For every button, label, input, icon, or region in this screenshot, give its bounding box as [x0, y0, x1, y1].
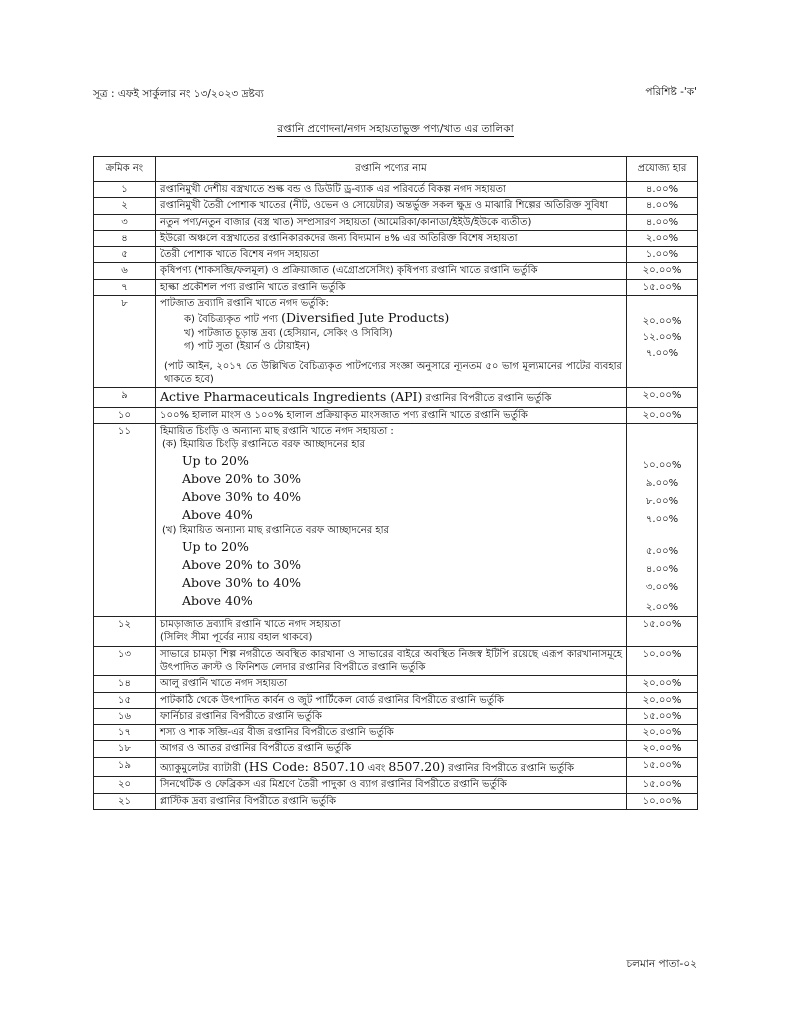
rate-cell: ২০.০০% [627, 741, 698, 757]
jute-item-a-en: (Diversified Jute Products) [281, 310, 450, 326]
serial-cell: ৪ [94, 230, 156, 246]
table-header-row [94, 157, 698, 182]
product-cell: রপ্তানিমুখী দেশীয় বস্ত্রখাতে শুল্ক বন্ড ও ডিউটি ড্র-ব্যাক এর পরিবর্তে বিকল্প নগদ সহায়তা [156, 182, 627, 198]
fish-heading: হিমায়িত চিংড়ি ও অন্যান্য মাছ রপ্তানি খাতে নগদ সহায়তা : [160, 426, 394, 438]
table-row [94, 646, 698, 676]
other-fish-subheading: (খ) হিমায়িত অন্যান্য মাছ রপ্তানিতে বরফ আচ্ছাদনের হার [162, 525, 390, 537]
product-cell [156, 424, 627, 617]
rate-cell: ১৫.০০% [627, 708, 698, 724]
product-cell: ১০০% হালাল মাংস ও ১০০% হালাল প্রক্রিয়াকৃত মাংসজাত পণ্য রপ্তানি খাতে রপ্তানি ভর্তুকি [156, 407, 627, 423]
battery-hs-code-2: 8507.20) [388, 758, 445, 774]
fish-rate: ৪.০০% [645, 564, 679, 576]
table-row [94, 725, 698, 741]
rate-cell: ২০.০০% [627, 407, 698, 423]
fish-rate: ৫.০০% [645, 546, 679, 558]
annex-label: পরিশিষ্ট -'ক' [645, 86, 697, 98]
table-row [94, 692, 698, 708]
serial-cell: ৫ [94, 247, 156, 263]
table-row-frozen-fish [94, 424, 698, 617]
fish-tier: Above 40% [182, 592, 253, 608]
product-cell [156, 617, 627, 647]
serial-cell: ১০ [94, 407, 156, 423]
leather-note: (সিলিং সীমা পূর্বের ন্যায় বহাল থাকবে) [160, 632, 313, 644]
table-row [94, 793, 698, 809]
serial-cell: ১৮ [94, 741, 156, 757]
fish-tier: Up to 20% [182, 538, 249, 554]
serial-cell: ১১ [94, 424, 156, 617]
shrimp-tier: Above 40% [182, 507, 253, 523]
table-row [94, 198, 698, 214]
api-text-bn: রপ্তানির বিপরীতে রপ্তানি ভর্তুকি [425, 393, 552, 405]
product-cell: রপ্তানিমুখী তৈরী পোশাক খাতের (নীট, ওভেন ও সোয়েটার) অন্তর্ভুক্ত সকল ক্ষুদ্র ও মাঝারি শিল্পের অতিরিক্ত সুবিধা [156, 198, 627, 214]
serial-cell: ১৩ [94, 646, 156, 676]
jute-note: (পাট আইন, ২০১৭ তে উল্লিখিত বৈচিত্র্যকৃত পাটপণ্যের সংজ্ঞা অনুসারে ন্যূনতম ৫০ ভাগ মূল্যমানের পাটের ব্যবহার থাকতে হবে) [164, 360, 622, 385]
table-row [94, 214, 698, 230]
table-row [94, 263, 698, 279]
fish-rate: ২.০০% [645, 602, 679, 614]
shrimp-rate: ৮.০০% [645, 496, 679, 508]
product-cell [156, 388, 627, 408]
rate-cell: ১৫.০০% [627, 617, 698, 647]
header-product: রপ্তানি পণ্যের নাম [156, 157, 627, 182]
rate-cell: ৪.০০% [627, 214, 698, 230]
rate-cell: ১৫.০০% [627, 777, 698, 793]
rate-cell: ২০.০০% [627, 676, 698, 692]
serial-cell: ২ [94, 198, 156, 214]
header-rate: প্রযোজ্য হার [627, 157, 698, 182]
battery-text-bn1: অ্যাকুমুলেটর ব্যাটারী [160, 762, 241, 774]
serial-cell: ৩ [94, 214, 156, 230]
shrimp-rate: ৯.০০% [645, 478, 679, 490]
table-row [94, 182, 698, 198]
product-cell: তৈরী পোশাক খাতে বিশেষ নগদ সহায়তা [156, 247, 627, 263]
jute-rate-a: ২০.০০% [642, 316, 682, 328]
serial-cell: ৬ [94, 263, 156, 279]
rate-cell: ১.০০% [627, 247, 698, 263]
jute-item-a [160, 310, 622, 327]
shrimp-tier: Above 20% to 30% [182, 470, 302, 486]
table-row [94, 279, 698, 295]
table-row [94, 708, 698, 724]
product-cell: ফার্নিচার রপ্তানির বিপরীতে রপ্তানি ভর্তুকি [156, 708, 627, 724]
rate-cell: ২০.০০% [627, 388, 698, 408]
table-row [94, 407, 698, 423]
table-row [94, 741, 698, 757]
rate-cell [627, 296, 698, 388]
jute-item-c: গ) পাট সুতা (ইয়ার্ন ও টোয়াইন) [184, 341, 310, 353]
product-cell: নতুন পণ্য/নতুন বাজার (বস্ত্র খাত) সম্প্রসারণ সহায়তা (আমেরিকা/কানাডা/ইইউ/ইউকে ব্যতীত) [156, 214, 627, 230]
table-row [94, 388, 698, 408]
continued-page-label: চলমান পাতা-০২ [626, 958, 697, 970]
page-title [0, 122, 791, 139]
product-cell: ইউরো অঞ্চলে বস্ত্রখাতের রপ্তানিকারকদের জন্য বিদ্যমান ৪% এর অতিরিক্ত বিশেষ সহায়তা [156, 230, 627, 246]
fish-rate: ৩.০০% [645, 582, 679, 594]
fish-tier: Above 20% to 30% [182, 556, 302, 572]
shrimp-rate: ১০.০০% [642, 460, 682, 472]
shrimp-subheading: (ক) হিমায়িত চিংড়ি রপ্তানিতে বরফ আচ্ছাদনের হার [162, 439, 366, 451]
circular-reference: সূত্র : এফই সার্কুলার নং ১৩/২০২৩ দ্রষ্টব্য [93, 88, 264, 100]
product-cell: কৃষিপণ্য (শাকসব্জি/ফলমূল) ও প্রক্রিয়াজাত (এগ্রোপ্রসেসিং) কৃষিপণ্য রপ্তানি খাতে রপ্তানি ভর্তুকি [156, 263, 627, 279]
battery-text-bn3: রপ্তানির বিপরীতে রপ্তানি ভর্তুকি [448, 762, 575, 774]
product-cell: আলু রপ্তানি খাতে নগদ সহায়তা [156, 676, 627, 692]
rate-cell: ১৫.০০% [627, 757, 698, 777]
jute-item-a-bn: ক) বৈচিত্র্যকৃত পাট পণ্য [184, 314, 278, 326]
battery-hs-code-1: (HS Code: 8507.10 [243, 758, 365, 774]
serial-cell: ২০ [94, 777, 156, 793]
page-title-text: রপ্তানি প্রণোদনা/নগদ সহায়তাভুক্ত পণ্য/খাত এর তালিকা [277, 123, 514, 135]
table-row [94, 676, 698, 692]
serial-cell: ১৭ [94, 725, 156, 741]
rate-cell: ২.০০% [627, 230, 698, 246]
rate-cell: ৪.০০% [627, 198, 698, 214]
serial-cell: ১২ [94, 617, 156, 647]
battery-text-bn2: এবং [367, 762, 386, 774]
serial-cell: ১৬ [94, 708, 156, 724]
serial-cell: ১৫ [94, 692, 156, 708]
table-row [94, 247, 698, 263]
product-cell: হাল্কা প্রকৌশল পণ্য রপ্তানি খাতে রপ্তানি ভর্তুকি [156, 279, 627, 295]
table-row-jute [94, 296, 698, 388]
shrimp-rate: ৭.০০% [645, 514, 679, 526]
product-cell: প্লাস্টিক দ্রব্য রপ্তানির বিপরীতে রপ্তানি ভর্তুকি [156, 793, 627, 809]
rate-cell: ৪.০০% [627, 182, 698, 198]
incentive-table [93, 156, 698, 810]
shrimp-tier: Up to 20% [182, 452, 249, 468]
serial-cell: ৮ [94, 296, 156, 388]
jute-rate-c: ৭.০০% [645, 348, 679, 360]
rate-cell [627, 424, 698, 617]
table-row [94, 230, 698, 246]
rate-cell: ১৫.০০% [627, 279, 698, 295]
product-cell [156, 757, 627, 777]
api-text-en: Active Pharmaceuticals Ingredients (API) [160, 389, 423, 405]
table-row [94, 757, 698, 777]
rate-cell: ১০.০০% [627, 793, 698, 809]
serial-cell: ১ [94, 182, 156, 198]
product-cell [156, 296, 627, 388]
product-cell: সাভারে চামড়া শিল্প নগরীতে অবস্থিত কারখানা ও সাভারের বাইরে অবস্থিত নিজস্ব ইটিপি রয়েছে এরূপ কারখানাসমূহে উৎপাদিত ক্রাস্ট ও ফিনিশড লেদার রপ্তানির বিপরীতে রপ্তানি ভর্তুকি [156, 646, 627, 676]
product-cell: পাটকাঠি থেকে উৎপাদিত কার্বন ও জুট পার্টিকেল বোর্ড রপ্তানির বিপরীতে রপ্তানি ভর্তুকি [156, 692, 627, 708]
header-serial: ক্রমিক নং [94, 157, 156, 182]
serial-cell: ১৪ [94, 676, 156, 692]
table-row [94, 777, 698, 793]
rate-cell: ২০.০০% [627, 263, 698, 279]
leather-text: চামড়াজাত দ্রব্যাদি রপ্তানি খাতে নগদ সহায়তা [160, 619, 341, 631]
serial-cell: ১৯ [94, 757, 156, 777]
product-cell: আগর ও আতর রপ্তানির বিপরীতে রপ্তানি ভর্তুকি [156, 741, 627, 757]
jute-item-b: খ) পাটজাত চূড়ান্ত দ্রব্য (হেসিয়ান, সেকিং ও সিবিসি) [184, 328, 393, 339]
serial-cell: ৯ [94, 388, 156, 408]
product-cell: সিনথেটিক ও ফেব্রিকস এর মিশ্রণে তৈরী পাদুকা ও ব্যাগ রপ্তানির বিপরীতে রপ্তানি ভর্তুকি [156, 777, 627, 793]
serial-cell: ২১ [94, 793, 156, 809]
table-row [94, 617, 698, 647]
rate-cell: ১০.০০% [627, 646, 698, 676]
serial-cell: ৭ [94, 279, 156, 295]
fish-tier: Above 30% to 40% [182, 574, 302, 590]
jute-rate-b: ১২.০০% [642, 332, 682, 344]
rate-cell: ২০.০০% [627, 692, 698, 708]
product-cell: শস্য ও শাক সব্জি-এর বীজ রপ্তানির বিপরীতে রপ্তানি ভর্তুকি [156, 725, 627, 741]
shrimp-tier: Above 30% to 40% [182, 488, 302, 504]
jute-heading: পাটজাত দ্রব্যাদি রপ্তানি খাতে নগদ ভর্তুকি: [160, 298, 329, 310]
rate-cell: ২০.০০% [627, 725, 698, 741]
